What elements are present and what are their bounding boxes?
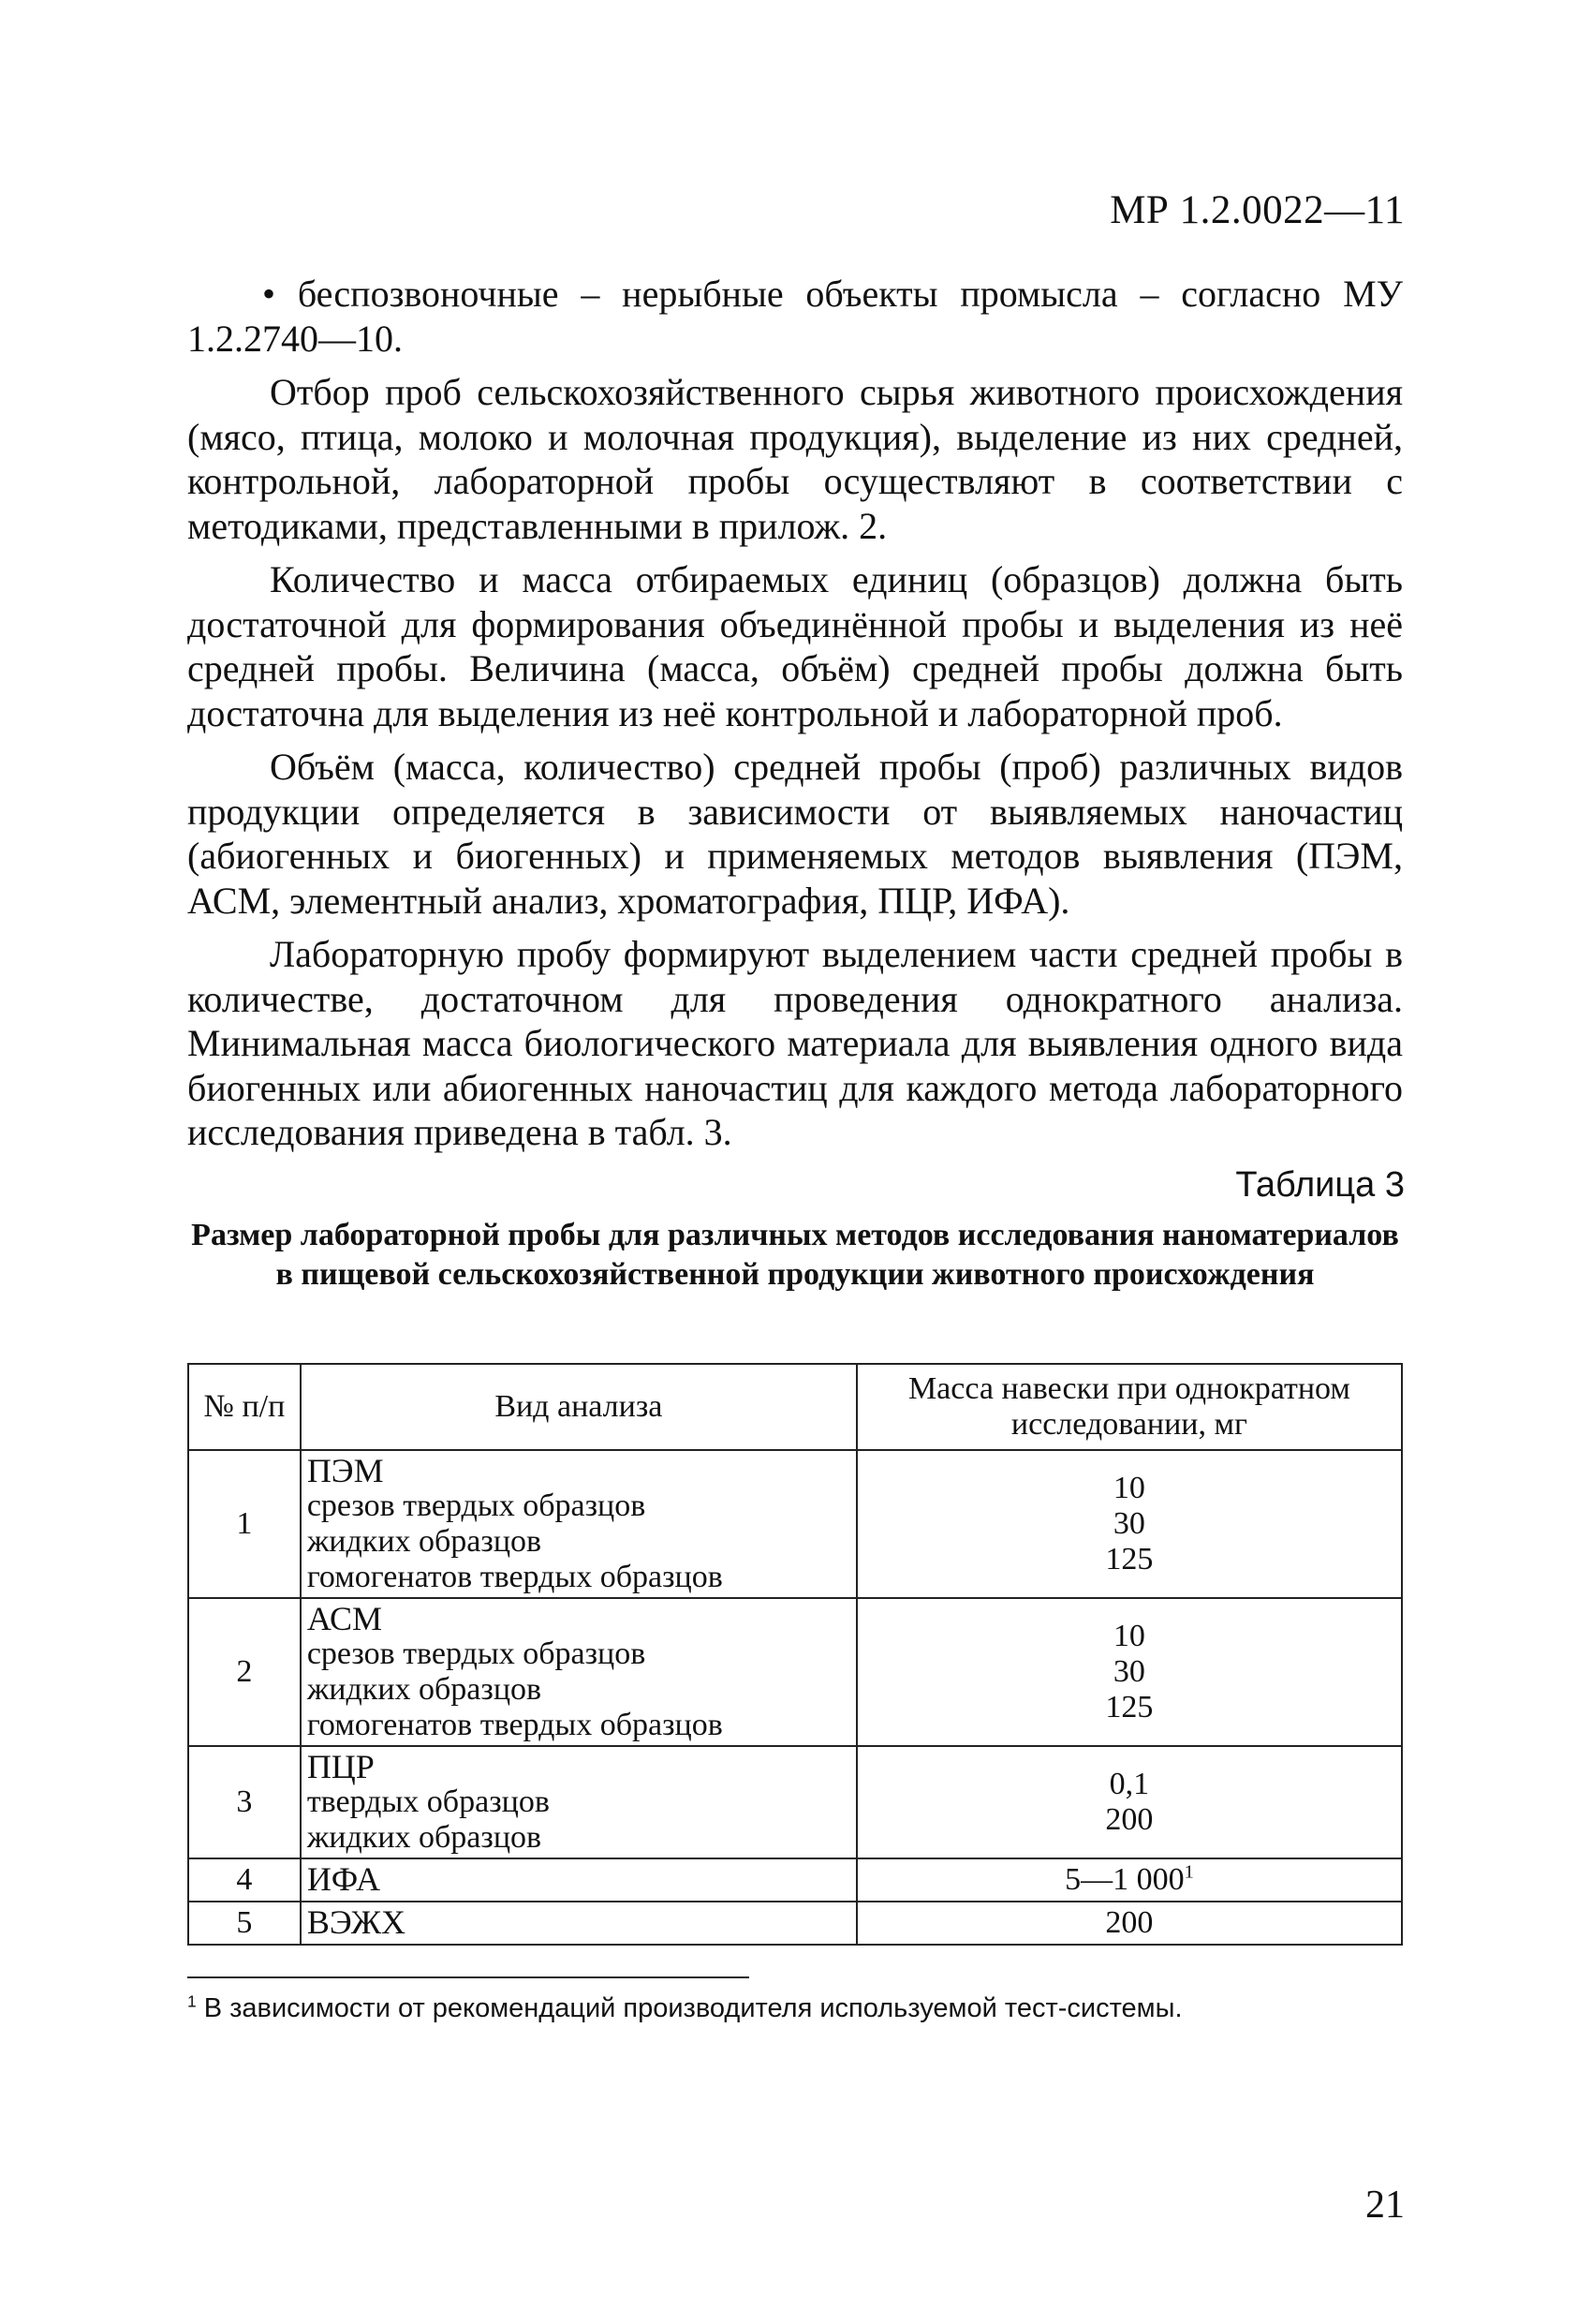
method-name: ПЦР — [306, 1748, 375, 1785]
footnote — [187, 1993, 1403, 2024]
header-sample-mass: Масса навески при однократном исследовании, мг — [857, 1364, 1402, 1450]
mass-value: 10 — [1113, 1619, 1145, 1653]
document-code: МР 1.2.0022—11 — [1110, 188, 1405, 232]
row-number: 2 — [188, 1598, 301, 1746]
body-text — [187, 272, 1403, 1164]
mass-cell — [857, 1598, 1402, 1746]
mass-value: 10 — [1113, 1471, 1145, 1505]
sample-type: срезов твердых образцов — [306, 1488, 646, 1523]
paragraph-volume: Объём (масса, количество) средней пробы (проб) различных видов продукции определяется в зависимости от выявляемых наночастиц (абиогенных и биогенных) и применяемых методов выявления (ПЭМ, АСМ, элементный анализ, хроматография, ПЦР, ИФА). — [187, 746, 1403, 922]
analysis-type-cell — [301, 1598, 857, 1746]
footnote-text: В зависимости от рекомендаций производителя используемой тест-системы. — [203, 1993, 1183, 2023]
sample-type: срезов твердых образцов — [306, 1636, 646, 1671]
sample-type: твердых образцов — [306, 1784, 550, 1819]
table-row — [188, 1858, 1402, 1902]
row-number: 1 — [188, 1450, 301, 1598]
mass-value: 125 — [1105, 1690, 1154, 1724]
table-row — [188, 1902, 1402, 1945]
analysis-type-cell — [301, 1858, 857, 1902]
header-analysis-type: Вид анализа — [301, 1364, 857, 1450]
page-number: 21 — [1365, 2183, 1405, 2227]
row-number: 4 — [188, 1858, 301, 1902]
method-name: ИФА — [306, 1860, 380, 1898]
sample-type: гомогенатов твердых образцов — [306, 1560, 723, 1594]
table-title: Размер лабораторной пробы для различных методов исследования наноматериалов в пищевой сельскохозяйственной продукции животного происхождения — [191, 1218, 1399, 1292]
sample-type: жидких образцов — [306, 1820, 542, 1855]
mass-value: 5—1 000 — [1065, 1862, 1185, 1897]
analysis-type-cell — [301, 1746, 857, 1858]
footnote-reference: 1 — [1184, 1861, 1194, 1883]
table-row — [188, 1598, 1402, 1746]
footnote-divider — [187, 1976, 749, 1978]
sample-type: жидких образцов — [306, 1524, 542, 1559]
mass-cell — [857, 1450, 1402, 1598]
method-name: ВЭЖХ — [306, 1903, 405, 1941]
sample-type: гомогенатов твердых образцов — [306, 1708, 723, 1742]
mass-cell — [857, 1746, 1402, 1858]
table-row — [188, 1746, 1402, 1858]
mass-value: 0,1 — [1109, 1767, 1150, 1801]
method-name: АСМ — [306, 1600, 383, 1637]
table-caption: Таблица 3 — [1235, 1165, 1405, 1205]
paragraph-lab-sample: Лабораторную пробу формируют выделением части средней пробы в количестве, достаточном для проведения однократного анализа. Минимальная масса биологического материала для выявления одного вида биогенных или абиогенных наночастиц для каждого метода лабораторного исследования приведена в табл. 3. — [187, 933, 1403, 1153]
mass-cell — [857, 1858, 1402, 1902]
table-header-row — [188, 1364, 1402, 1450]
mass-value: 200 — [1105, 1802, 1154, 1837]
method-name: ПЭМ — [306, 1452, 384, 1489]
row-number: 5 — [188, 1902, 301, 1945]
footnote-mark: 1 — [187, 1991, 197, 2011]
lab-sample-table — [187, 1363, 1403, 1946]
paragraph-bullet: • беспозвоночные – нерыбные объекты промысла – согласно МУ 1.2.2740—10. — [187, 273, 1403, 360]
mass-value: 30 — [1113, 1654, 1145, 1689]
paragraph-sampling: Отбор проб сельскохозяйственного сырья животного происхождения (мясо, птица, молоко и молочная продукция), выделение из них средней, контрольной, лабораторной пробы осуществляют в соответствии с методиками, представленными в прилож. 2. — [187, 371, 1403, 547]
sample-type: жидких образцов — [306, 1672, 542, 1707]
analysis-type-cell — [301, 1902, 857, 1945]
header-number: № п/п — [188, 1364, 301, 1450]
row-number: 3 — [188, 1746, 301, 1858]
mass-value: 30 — [1113, 1506, 1145, 1541]
mass-cell — [857, 1902, 1402, 1945]
analysis-type-cell — [301, 1450, 857, 1598]
table-row — [188, 1450, 1402, 1598]
mass-value: 125 — [1105, 1542, 1154, 1576]
paragraph-quantity: Количество и масса отбираемых единиц (образцов) должна быть достаточной для формирования объединённой пробы и выделения из неё средней пробы. Величина (масса, объём) средней пробы должна быть достаточна для выделения из неё контрольной и лабораторной проб. — [187, 558, 1403, 734]
mass-value: 200 — [1105, 1905, 1154, 1940]
